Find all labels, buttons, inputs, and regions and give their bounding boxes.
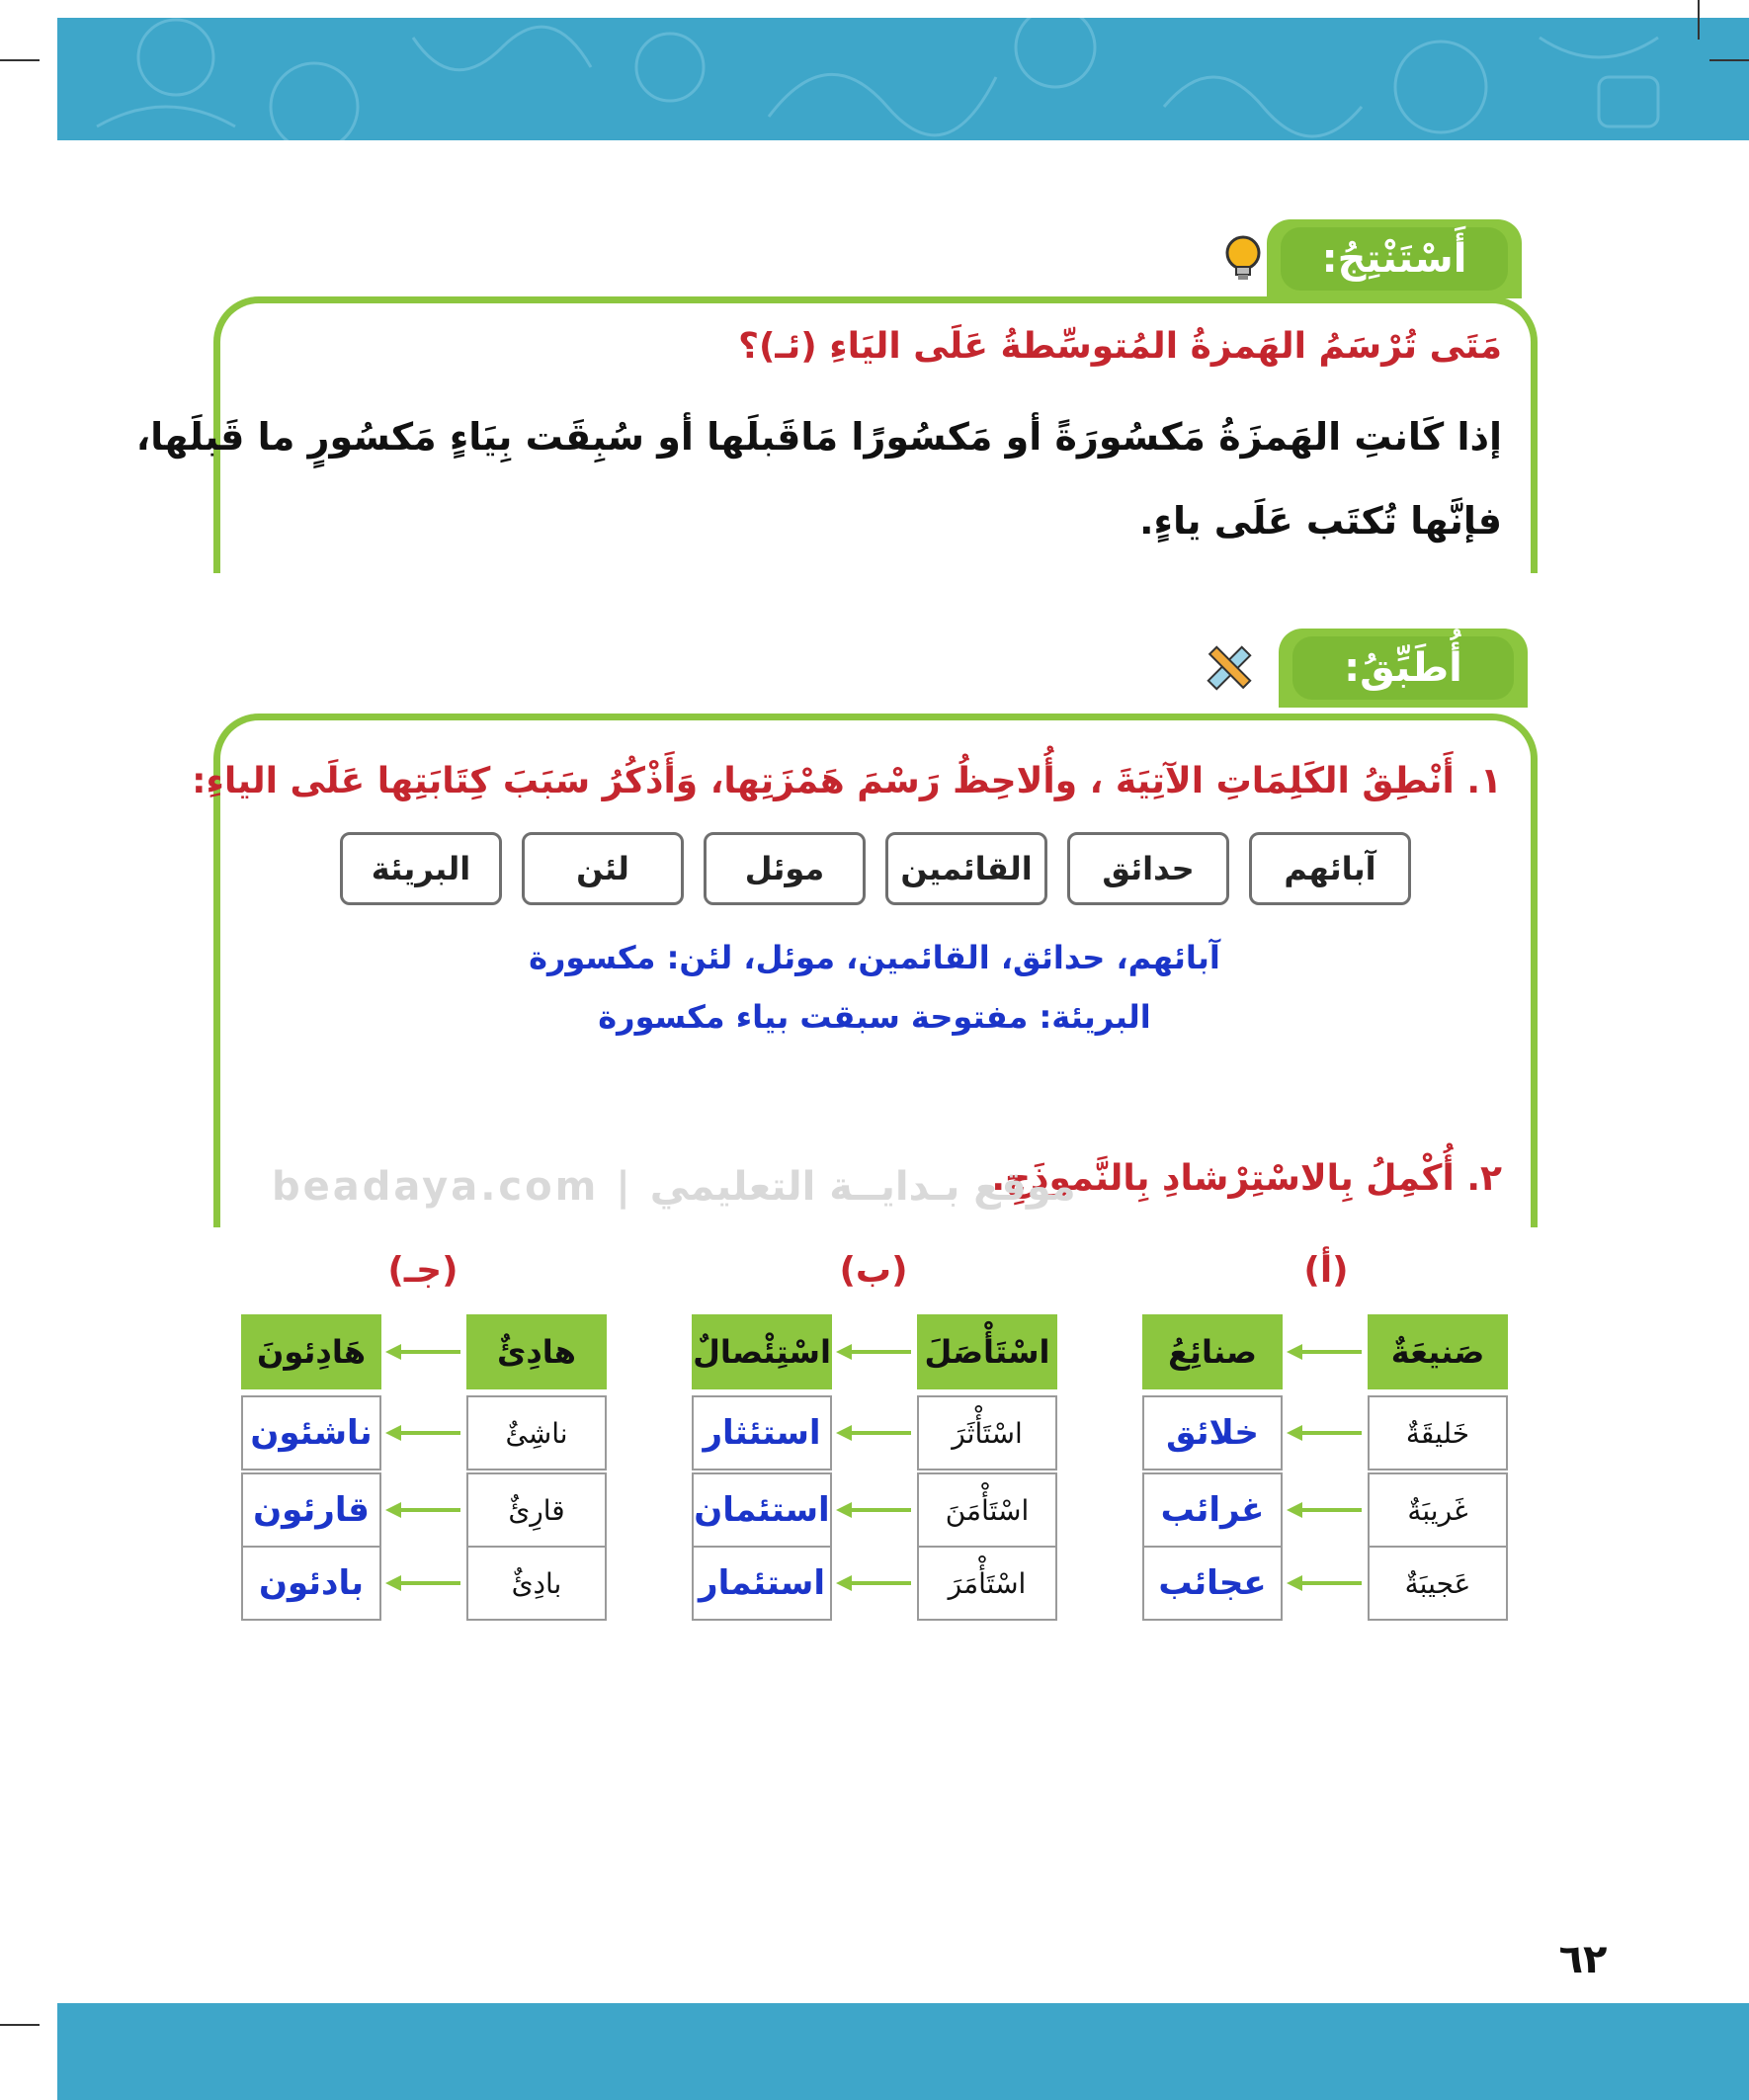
word-box: حدائق	[1067, 832, 1229, 905]
arrow-left-icon	[1285, 1500, 1364, 1520]
conclude-question: مَتَى تُرْسَمُ الهَمزةُ المُتوسِّطةُ عَلَى اليَاءِ (ئـ)؟	[738, 326, 1502, 367]
conclude-answer-line1: إذا كَانتِ الهَمزَةُ مَكسُورَةً أو مَكسُورًا مَاقَبلَها أو سُبِقَت بِيَاءٍ مَكسُورٍ ما قَبلَها،	[135, 415, 1502, 459]
table-b-head-src: اسْتَأْصَلَ	[917, 1314, 1057, 1389]
apply-tab-label: أُطَبِّقُ:	[1292, 636, 1514, 700]
table-c-answer: ناشئون	[241, 1395, 381, 1470]
conclude-answer-line2: فإنَّها تُكتَب عَلَى ياءٍ.	[1139, 499, 1502, 543]
watermark: beadaya.com | موقع بـدايــة التعليمي	[272, 1164, 1076, 1210]
arrow-left-icon	[383, 1423, 462, 1443]
crop-mark	[1709, 59, 1749, 61]
arrow-left-icon	[1285, 1423, 1364, 1443]
group-label-c: (جـ)	[387, 1250, 458, 1291]
conclude-tab-label: أَسْتَنْتِجُ:	[1281, 227, 1508, 291]
table-c-src: ناشِئٌ	[466, 1395, 607, 1470]
table-a-src: عَجيبَةٌ	[1368, 1546, 1508, 1621]
conclude-tab	[1267, 219, 1522, 298]
arrow-left-icon	[834, 1342, 913, 1362]
arrow-left-icon	[834, 1500, 913, 1520]
q2-title: ٢. أُكْمِلُ بِالاسْتِرْشادِ بِالنَّموذَجِ.	[991, 1158, 1502, 1199]
arrow-left-icon	[383, 1342, 462, 1362]
table-c-head-src: هادِئٌ	[466, 1314, 607, 1389]
group-label-a: (أ)	[1303, 1250, 1349, 1291]
word-box: موئل	[704, 832, 866, 905]
pencil-ruler-icon	[1200, 638, 1259, 698]
apply-tab	[1279, 629, 1528, 708]
table-a-answer: خلائق	[1142, 1395, 1283, 1470]
arrow-left-icon	[383, 1573, 462, 1593]
header-band	[57, 18, 1749, 140]
table-a-src: خَليقَةٌ	[1368, 1395, 1508, 1470]
group-label-b: (ب)	[839, 1250, 908, 1291]
word-box: آبائهم	[1249, 832, 1411, 905]
table-b-src: اسْتَأْمَرَ	[917, 1546, 1057, 1621]
arrow-left-icon	[1285, 1342, 1364, 1362]
table-b-answer: استئمان	[692, 1472, 832, 1548]
q1-title: ١. أَنْطِقُ الكَلِمَاتِ الآتِيَةَ ، وأُلاحِظُ رَسْمَ هَمْزَتِها، وَأَذْكُرُ سَبَبَ كِتَابَتِها عَلَى الياءِ:	[192, 761, 1502, 801]
footer-band	[57, 2003, 1749, 2100]
table-c-src: بادِئٌ	[466, 1546, 607, 1621]
table-b-src: اسْتَأْثَرَ	[917, 1395, 1057, 1470]
arrow-left-icon	[1285, 1573, 1364, 1593]
crop-mark	[0, 59, 40, 61]
table-a-head-src: صَنيعَةٌ	[1368, 1314, 1508, 1389]
page-number: ٦٢	[1558, 1937, 1608, 1982]
q1-answer-line2: البريئة: مفتوحة سبقت بياء مكسورة	[598, 998, 1151, 1036]
table-c-answer: قارئون	[241, 1472, 381, 1548]
table-a-src: غَريبَةٌ	[1368, 1472, 1508, 1548]
table-a-head-dst: صنائِعُ	[1142, 1314, 1283, 1389]
crop-mark	[0, 2024, 40, 2026]
arrow-left-icon	[834, 1573, 913, 1593]
arrow-left-icon	[834, 1423, 913, 1443]
table-c-answer: بادئون	[241, 1546, 381, 1621]
table-b-answer: استئمار	[692, 1546, 832, 1621]
crop-mark	[1698, 0, 1700, 40]
word-box: لئن	[522, 832, 684, 905]
table-c-head-dst: هَادِئونَ	[241, 1314, 381, 1389]
table-b-head-dst: اسْتِئْصالٌ	[692, 1314, 832, 1389]
table-b-src: اسْتَأْمَنَ	[917, 1472, 1057, 1548]
lightbulb-icon	[1213, 229, 1273, 289]
arrow-left-icon	[383, 1500, 462, 1520]
word-box: البريئة	[340, 832, 502, 905]
q1-answer-line1: آبائهم، حدائق، القائمين، موئل، لئن: مكسورة	[529, 939, 1220, 976]
table-c-src: قارِئٌ	[466, 1472, 607, 1548]
table-a-answer: غرائب	[1142, 1472, 1283, 1548]
table-a-answer: عجائب	[1142, 1546, 1283, 1621]
table-b-answer: استئثار	[692, 1395, 832, 1470]
word-box: القائمين	[885, 832, 1047, 905]
decorative-pattern	[57, 18, 1749, 140]
